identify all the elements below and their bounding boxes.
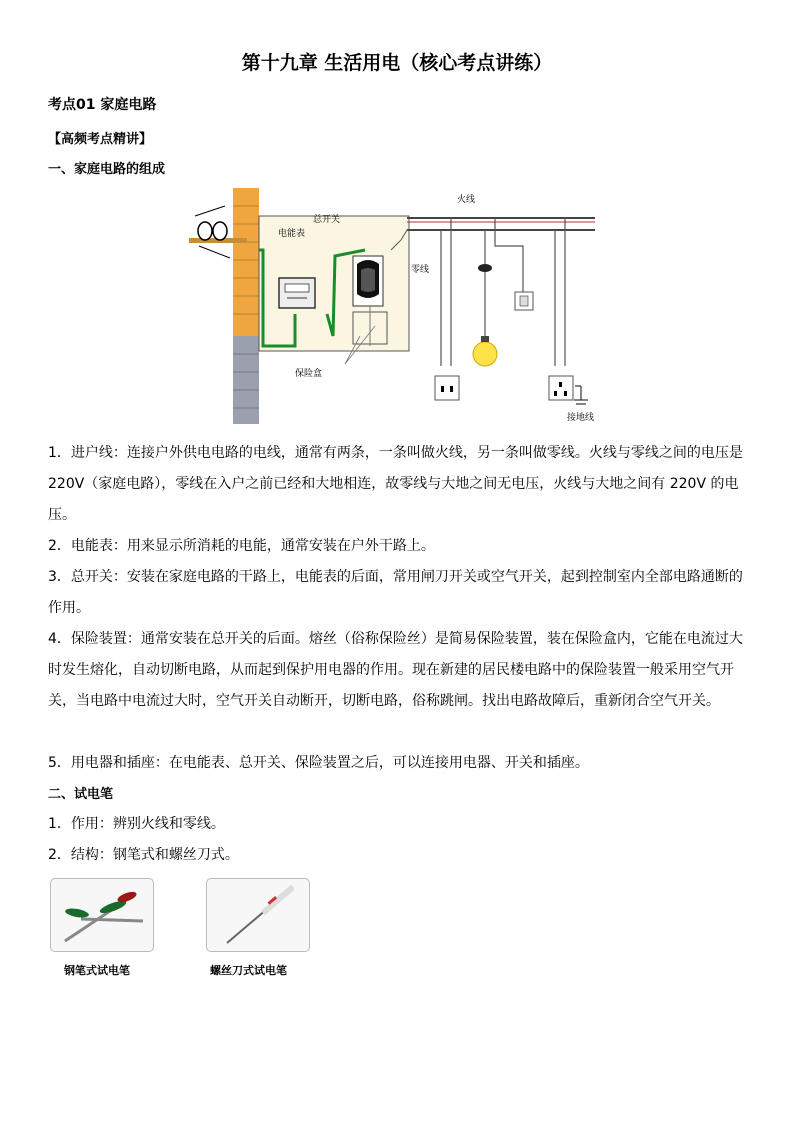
paragraph-3: 3．总开关：安装在家庭电路的干路上，电能表的后面，常用闸刀开关或空气开关，起到控制室内全部电路通断的作用。	[48, 569, 743, 616]
label-main-switch: 总开关	[313, 215, 341, 225]
label-neutral-wire: 零线	[411, 265, 430, 275]
topic-heading: 考点01 家庭电路	[48, 97, 157, 113]
household-circuit-diagram	[185, 186, 605, 426]
label-meter: 电能表	[278, 229, 306, 239]
pen-style-test-pen-image	[50, 878, 154, 952]
heading-test-pen: 二、试电笔	[48, 787, 114, 802]
branch-wires	[441, 218, 565, 366]
pen-structure: 2．结构：钢笔式和螺丝刀式。	[48, 847, 239, 863]
screwdriver-test-pen-image	[206, 878, 310, 952]
caption-screwdriver-style: 螺丝刀式试电笔	[210, 964, 287, 977]
heading-composition: 一、家庭电路的组成	[48, 162, 166, 177]
paragraph-4: 4．保险装置：通常安装在总开关的后面。熔丝（俗称保险丝）是简易保险装置，装在保险盒内，它能在电流过大时发生熔化，自动切断电路，从而起到保护用电器的作用。现在新建的居民楼电路中的保险装置一般采用空气开关，当电路中电流过大时，空气开关自动断开，切断电路，俗称跳闸。找出电路故障后，重新闭合空气开关。	[48, 631, 743, 709]
live-wire	[407, 218, 595, 222]
light-bulb	[473, 264, 497, 366]
paragraph-2: 2．电能表：用来显示所消耗的电能，通常安装在户外干路上。	[48, 538, 435, 554]
section-tag: 【高频考点精讲】	[48, 132, 153, 147]
label-fuse-box: 保险盒	[295, 369, 323, 379]
ground-symbol	[574, 386, 588, 404]
pen-function: 1．作用：辨别火线和零线。	[48, 816, 225, 832]
label-ground-wire: 接地线	[567, 413, 595, 423]
socket-three-pin	[549, 376, 573, 400]
page-title: 第十九章 生活用电（核心考点讲练）	[241, 52, 553, 74]
main-switch	[353, 256, 383, 306]
switch-toggle	[520, 296, 528, 306]
caption-pen-style: 钢笔式试电笔	[64, 964, 130, 977]
paragraph-5: 5．用电器和插座：在电能表、总开关、保险装置之后，可以连接用电器、开关和插座。	[48, 755, 589, 771]
electric-meter	[279, 278, 315, 308]
paragraph-1: 1．进户线：连接户外供电电路的电线，通常有两条，一条叫做火线，另一条叫做零线。火线与零线之间的电压是 220V（家庭电路），零线在入户之前已经和大地相连，故零线与大地之间无电压，火线与大地之间有 220V 的电压。	[48, 445, 743, 523]
socket-two-pin	[435, 376, 459, 400]
brick-wall	[233, 188, 259, 424]
label-live-wire: 火线	[457, 195, 476, 205]
